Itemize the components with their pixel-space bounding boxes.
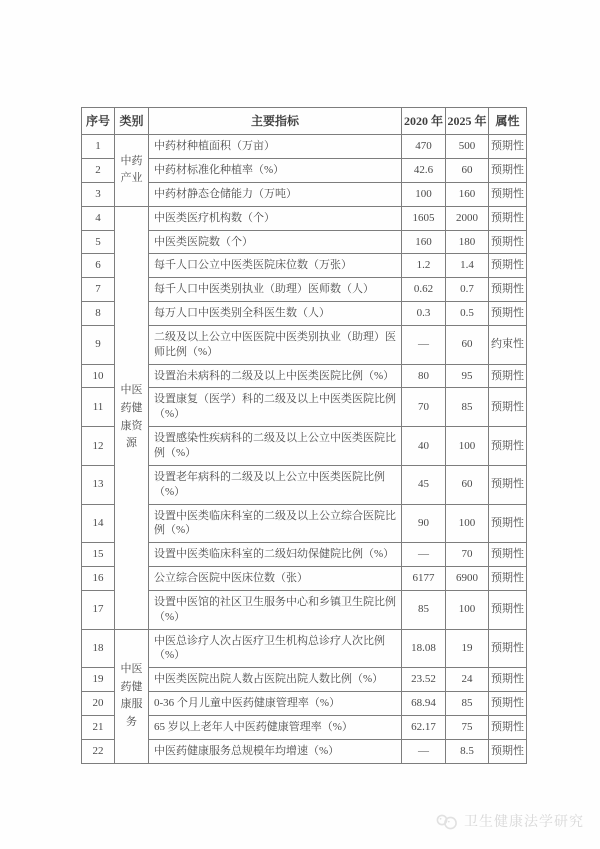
indicator-cell: 每千人口公立中医类医院床位数（万张） bbox=[149, 254, 402, 278]
table-row bbox=[82, 504, 527, 543]
value-2020-cell: — bbox=[402, 325, 446, 364]
attribute-cell: 预期性 bbox=[489, 159, 527, 183]
table-header-row bbox=[82, 108, 527, 135]
attribute-cell: 预期性 bbox=[489, 715, 527, 739]
column-header: 序号 bbox=[82, 108, 115, 135]
value-2025-cell: 60 bbox=[446, 159, 489, 183]
attribute-cell: 预期性 bbox=[489, 206, 527, 230]
attribute-cell: 预期性 bbox=[489, 567, 527, 591]
indicator-cell: 中药材静态仓储能力（万吨） bbox=[149, 182, 402, 206]
attribute-cell: 预期性 bbox=[489, 668, 527, 692]
value-2025-cell: 160 bbox=[446, 182, 489, 206]
attribute-cell: 预期性 bbox=[489, 504, 527, 543]
attribute-cell: 预期性 bbox=[489, 692, 527, 716]
value-2025-cell: 85 bbox=[446, 692, 489, 716]
table-body bbox=[82, 135, 527, 763]
value-2025-cell: 19 bbox=[446, 629, 489, 668]
indicator-cell: 设置中医馆的社区卫生服务中心和乡镇卫生院比例（%） bbox=[149, 590, 402, 629]
seq-cell: 21 bbox=[82, 715, 115, 739]
attribute-cell: 预期性 bbox=[489, 590, 527, 629]
table-row bbox=[82, 465, 527, 504]
table-row bbox=[82, 182, 527, 206]
table-row bbox=[82, 135, 527, 159]
attribute-cell: 预期性 bbox=[489, 364, 527, 388]
table-row bbox=[82, 302, 527, 326]
attribute-cell: 预期性 bbox=[489, 629, 527, 668]
seq-cell: 10 bbox=[82, 364, 115, 388]
seq-cell: 7 bbox=[82, 278, 115, 302]
column-header: 主要指标 bbox=[149, 108, 402, 135]
table-row bbox=[82, 364, 527, 388]
table-row bbox=[82, 739, 527, 763]
indicator-cell: 设置感染性疾病科的二级及以上公立中医类医院比例（%） bbox=[149, 427, 402, 466]
attribute-cell: 预期性 bbox=[489, 388, 527, 427]
value-2025-cell: 24 bbox=[446, 668, 489, 692]
indicator-cell: 中医类医院出院人数占医院出院人数比例（%） bbox=[149, 668, 402, 692]
value-2025-cell: 8.5 bbox=[446, 739, 489, 763]
indicator-cell: 设置中医类临床科室的二级及以上公立综合医院比例（%） bbox=[149, 504, 402, 543]
indicator-cell: 每万人口中医类别全科医生数（人） bbox=[149, 302, 402, 326]
value-2020-cell: 160 bbox=[402, 230, 446, 254]
value-2025-cell: 0.5 bbox=[446, 302, 489, 326]
seq-cell: 18 bbox=[82, 629, 115, 668]
seq-cell: 6 bbox=[82, 254, 115, 278]
value-2020-cell: 62.17 bbox=[402, 715, 446, 739]
value-2020-cell: 470 bbox=[402, 135, 446, 159]
column-header: 2020 年 bbox=[402, 108, 446, 135]
seq-cell: 15 bbox=[82, 543, 115, 567]
category-cell: 中医药健康服务 bbox=[115, 629, 149, 763]
attribute-cell: 预期性 bbox=[489, 278, 527, 302]
value-2020-cell: 68.94 bbox=[402, 692, 446, 716]
table-row bbox=[82, 325, 527, 364]
value-2020-cell: 23.52 bbox=[402, 668, 446, 692]
seq-cell: 5 bbox=[82, 230, 115, 254]
attribute-cell: 预期性 bbox=[489, 465, 527, 504]
column-header: 属性 bbox=[489, 108, 527, 135]
value-2025-cell: 180 bbox=[446, 230, 489, 254]
seq-cell: 1 bbox=[82, 135, 115, 159]
seq-cell: 20 bbox=[82, 692, 115, 716]
indicator-cell: 65 岁以上老年人中医药健康管理率（%） bbox=[149, 715, 402, 739]
value-2020-cell: 1.2 bbox=[402, 254, 446, 278]
table-row bbox=[82, 668, 527, 692]
seq-cell: 11 bbox=[82, 388, 115, 427]
seq-cell: 9 bbox=[82, 325, 115, 364]
value-2020-cell: 42.6 bbox=[402, 159, 446, 183]
publisher-logo-icon bbox=[436, 813, 459, 830]
category-cell: 中医药健康资源 bbox=[115, 206, 149, 629]
table-row bbox=[82, 230, 527, 254]
value-2020-cell: 45 bbox=[402, 465, 446, 504]
value-2020-cell: — bbox=[402, 739, 446, 763]
seq-cell: 2 bbox=[82, 159, 115, 183]
indicator-cell: 每千人口中医类别执业（助理）医师数（人） bbox=[149, 278, 402, 302]
table-row bbox=[82, 567, 527, 591]
seq-cell: 3 bbox=[82, 182, 115, 206]
value-2020-cell: 1605 bbox=[402, 206, 446, 230]
value-2025-cell: 6900 bbox=[446, 567, 489, 591]
indicator-cell: 设置中医类临床科室的二级妇幼保健院比例（%） bbox=[149, 543, 402, 567]
value-2020-cell: 70 bbox=[402, 388, 446, 427]
attribute-cell: 预期性 bbox=[489, 182, 527, 206]
seq-cell: 12 bbox=[82, 427, 115, 466]
value-2025-cell: 60 bbox=[446, 465, 489, 504]
column-header: 类别 bbox=[115, 108, 149, 135]
category-cell: 中药产业 bbox=[115, 135, 149, 207]
watermark bbox=[436, 811, 584, 831]
indicator-cell: 设置治未病科的二级及以上中医类医院比例（%） bbox=[149, 364, 402, 388]
seq-cell: 4 bbox=[82, 206, 115, 230]
table-row bbox=[82, 254, 527, 278]
value-2020-cell: — bbox=[402, 543, 446, 567]
value-2020-cell: 0.3 bbox=[402, 302, 446, 326]
seq-cell: 17 bbox=[82, 590, 115, 629]
attribute-cell: 预期性 bbox=[489, 230, 527, 254]
table-row bbox=[82, 629, 527, 668]
value-2020-cell: 85 bbox=[402, 590, 446, 629]
value-2025-cell: 100 bbox=[446, 427, 489, 466]
value-2025-cell: 100 bbox=[446, 590, 489, 629]
attribute-cell: 预期性 bbox=[489, 543, 527, 567]
value-2025-cell: 100 bbox=[446, 504, 489, 543]
seq-cell: 22 bbox=[82, 739, 115, 763]
value-2025-cell: 70 bbox=[446, 543, 489, 567]
table-row bbox=[82, 692, 527, 716]
seq-cell: 13 bbox=[82, 465, 115, 504]
seq-cell: 19 bbox=[82, 668, 115, 692]
value-2025-cell: 75 bbox=[446, 715, 489, 739]
value-2025-cell: 85 bbox=[446, 388, 489, 427]
column-header: 2025 年 bbox=[446, 108, 489, 135]
indicator-cell: 0-36 个月儿童中医药健康管理率（%） bbox=[149, 692, 402, 716]
value-2025-cell: 60 bbox=[446, 325, 489, 364]
value-2020-cell: 80 bbox=[402, 364, 446, 388]
value-2020-cell: 6177 bbox=[402, 567, 446, 591]
indicator-cell: 公立综合医院中医床位数（张） bbox=[149, 567, 402, 591]
indicator-cell: 中医药健康服务总规模年均增速（%） bbox=[149, 739, 402, 763]
value-2020-cell: 18.08 bbox=[402, 629, 446, 668]
table-row bbox=[82, 590, 527, 629]
indicator-cell: 中医类医院数（个） bbox=[149, 230, 402, 254]
seq-cell: 14 bbox=[82, 504, 115, 543]
value-2025-cell: 95 bbox=[446, 364, 489, 388]
value-2025-cell: 500 bbox=[446, 135, 489, 159]
attribute-cell: 预期性 bbox=[489, 302, 527, 326]
indicator-cell: 中医总诊疗人次占医疗卫生机构总诊疗人次比例（%） bbox=[149, 629, 402, 668]
indicators-table bbox=[81, 107, 527, 764]
attribute-cell: 约束性 bbox=[489, 325, 527, 364]
value-2025-cell: 0.7 bbox=[446, 278, 489, 302]
value-2020-cell: 90 bbox=[402, 504, 446, 543]
indicator-cell: 设置康复（医学）科的二级及以上中医类医院比例（%） bbox=[149, 388, 402, 427]
indicator-cell: 中药材标准化种植率（%） bbox=[149, 159, 402, 183]
attribute-cell: 预期性 bbox=[489, 739, 527, 763]
table-row bbox=[82, 427, 527, 466]
indicator-cell: 二级及以上公立中医医院中医类别执业（助理）医师比例（%） bbox=[149, 325, 402, 364]
value-2020-cell: 0.62 bbox=[402, 278, 446, 302]
attribute-cell: 预期性 bbox=[489, 427, 527, 466]
attribute-cell: 预期性 bbox=[489, 254, 527, 278]
table-row bbox=[82, 278, 527, 302]
seq-cell: 16 bbox=[82, 567, 115, 591]
table-row bbox=[82, 715, 527, 739]
table-row bbox=[82, 206, 527, 230]
seq-cell: 8 bbox=[82, 302, 115, 326]
watermark-text: 卫生健康法学研究 bbox=[464, 813, 584, 829]
table-row bbox=[82, 543, 527, 567]
attribute-cell: 预期性 bbox=[489, 135, 527, 159]
value-2025-cell: 2000 bbox=[446, 206, 489, 230]
value-2020-cell: 100 bbox=[402, 182, 446, 206]
indicator-cell: 设置老年病科的二级及以上公立中医类医院比例（%） bbox=[149, 465, 402, 504]
indicator-cell: 中医类医疗机构数（个） bbox=[149, 206, 402, 230]
table-row bbox=[82, 388, 527, 427]
indicator-cell: 中药材种植面积（万亩） bbox=[149, 135, 402, 159]
table-row bbox=[82, 159, 527, 183]
value-2020-cell: 40 bbox=[402, 427, 446, 466]
value-2025-cell: 1.4 bbox=[446, 254, 489, 278]
